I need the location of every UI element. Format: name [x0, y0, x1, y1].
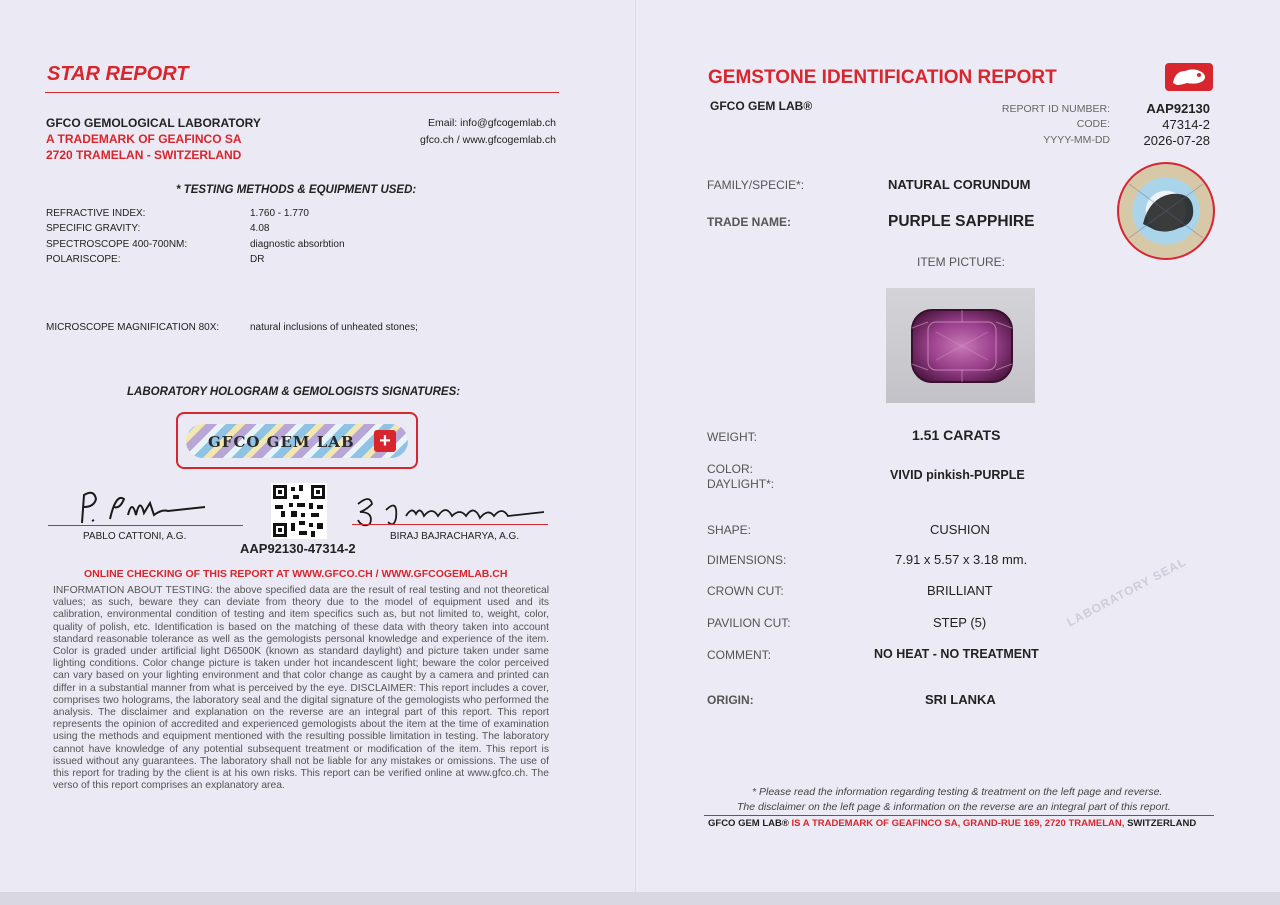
weight-label: WEIGHT: — [707, 430, 757, 444]
swiss-cross-icon: + — [374, 430, 396, 452]
family-label: FAMILY/SPECIE*: — [707, 178, 805, 192]
qr-code-icon — [271, 483, 327, 539]
lab-address: 2720 TRAMELAN - SWITZERLAND — [46, 148, 242, 162]
right-page — [638, 0, 1280, 905]
left-page — [0, 0, 636, 905]
comment-value: NO HEAT - NO TREATMENT — [874, 647, 1039, 661]
footer-divider — [704, 815, 1214, 816]
weight-value: 1.51 CARATS — [912, 427, 1001, 443]
item-picture-label: ITEM PICTURE: — [917, 255, 1006, 269]
family-value: NATURAL CORUNDUM — [888, 177, 1031, 192]
lab-email: Email: info@gfcogemlab.ch — [428, 117, 556, 129]
code-label: CODE: — [1076, 118, 1110, 130]
pavilion-label: PAVILION CUT: — [707, 616, 791, 630]
method-label: SPECTROSCOPE 400-700NM: — [46, 239, 188, 250]
method-value: 1.760 - 1.770 — [250, 208, 309, 219]
item-picture — [886, 288, 1035, 403]
shape-label: SHAPE: — [707, 523, 752, 537]
lab-websites: gfco.ch / www.gfcogemlab.ch — [420, 134, 556, 146]
gemologist-2-name: BIRAJ BAJRACHARYA, A.G. — [390, 531, 520, 542]
method-value: DR — [250, 254, 265, 265]
method-label: POLARISCOPE: — [46, 254, 121, 265]
lab-logo-icon — [1165, 63, 1213, 91]
dimensions-label: DIMENSIONS: — [707, 553, 787, 567]
report-id: AAP92130 — [1146, 101, 1210, 116]
signature-bajracharya — [352, 490, 552, 532]
signature-line-1 — [48, 525, 243, 526]
hologram-sticker — [186, 424, 408, 458]
footer-brand: GFCO GEM LAB® — [708, 818, 789, 829]
star-report-title: STAR REPORT — [47, 63, 189, 85]
pavilion-value: STEP (5) — [933, 615, 987, 630]
report-id-label: REPORT ID NUMBER: — [1001, 103, 1110, 115]
report-title: GEMSTONE IDENTIFICATION REPORT — [708, 67, 1057, 88]
footer-trademark — [708, 818, 1196, 829]
disclaimer-text: INFORMATION ABOUT TESTING: the above specified data are the result of real testing and not theoretical values; as such, beware they can deviate from theory due to the model of equipment used and its calibration, environmental condition of testing and item specifics such as, but not limited to, weight, color, quality of polish, etc. Identification is based on the matching of these data with theory taken into account standard reasonable tolerance as well as the gemologists personal knowledge and experience of the item. Color is graded under artificial light D6500K (known as standard daylight) and picture taken under same lighting conditions. Color change picture is taken under hot incandescent light; beware the color perceived can vary based on your lighting environment and that color change as caught by a camera and printed can differ in a substantial manner from what is perceived by the eye. DISCLAIMER: This report includes a cover, comprises two holograms, the laboratory seal and the digital signature of the gemologists who performed the analysis. The disclaimer and explanation on the reverse are an integral part of this report. This report represents the opinion of accredited and experienced gemologists about the item at the time of examination using the methods and equipment mentioned with the resulting possible limitation in testing. The laboratory cannot have knowledge of any potential subsequent treatment or modification of the item. This report is issued without any guarantees. The laboratory shall not be liable for any mistakes or omissions. The use of this report for trading by the client is at his own risks. This report can be verified online at www.gfco.ch. The verso of this report comprises an explanatory area. — [53, 585, 549, 792]
cushion-gemstone-image — [886, 288, 1035, 403]
footnote-2: The disclaimer on the left page & information on the reverse are an integral part of this report. — [737, 801, 1171, 813]
crown-label: CROWN CUT: — [707, 584, 784, 598]
report-date: 2026-07-28 — [1143, 133, 1210, 148]
hologram-heading: LABORATORY HOLOGRAM & GEMOLOGISTS SIGNATURES: — [127, 386, 461, 398]
date-label: YYYY-MM-DD — [1043, 134, 1110, 146]
trade-label: TRADE NAME: — [707, 215, 791, 229]
color-value: VIVID pinkish-PURPLE — [890, 468, 1025, 482]
color-label: COLOR: — [707, 462, 754, 476]
method-label: SPECIFIC GRAVITY: — [46, 223, 141, 234]
desk-edge — [0, 892, 1280, 905]
hologram-frame — [176, 412, 418, 469]
crown-value: BRILLIANT — [927, 583, 993, 598]
lab-brand: GFCO GEM LAB® — [710, 99, 813, 113]
laboratory-seal-icon — [1117, 162, 1215, 260]
laboratory-seal-watermark: LABORATORY SEAL — [1064, 554, 1189, 630]
shape-value: CUSHION — [930, 522, 990, 537]
title-divider — [45, 92, 559, 93]
microscope-value: natural inclusions of unheated stones; — [250, 322, 418, 333]
microscope-label: MICROSCOPE MAGNIFICATION 80X: — [46, 322, 220, 333]
method-value: 4.08 — [250, 223, 270, 234]
footer-address: IS A TRADEMARK OF GEAFINCO SA, GRAND-RUE 169, 2720 TRAMELAN, — [788, 818, 1128, 829]
methods-heading: * TESTING METHODS & EQUIPMENT USED: — [176, 184, 417, 196]
footnote-1: * Please read the information regarding testing & treatment on the left page and reverse. — [752, 786, 1163, 798]
online-check-text: ONLINE CHECKING OF THIS REPORT AT WWW.GFCO.CH / WWW.GFCOGEMLAB.CH — [84, 568, 508, 580]
hologram-text: GFCO GEM LAB — [208, 433, 355, 451]
method-label: REFRACTIVE INDEX: — [46, 208, 146, 219]
comment-label: COMMENT: — [707, 648, 771, 662]
lab-name: GFCO GEMOLOGICAL LABORATORY — [46, 116, 261, 130]
footer-country: SWITZERLAND — [1127, 818, 1197, 829]
dimensions-value: 7.91 x 5.57 x 3.18 mm. — [895, 552, 1028, 567]
lab-trademark: A TRADEMARK OF GEAFINCO SA — [46, 132, 242, 146]
origin-value: SRI LANKA — [925, 692, 996, 707]
method-value: diagnostic absorbtion — [250, 239, 345, 250]
signature-line-2 — [352, 524, 548, 525]
signature-cattoni — [70, 485, 220, 530]
gemologist-1-name: PABLO CATTONI, A.G. — [83, 531, 187, 542]
qr-code-id: AAP92130-47314-2 — [240, 541, 356, 556]
code-value: 47314-2 — [1162, 117, 1210, 132]
trade-value: PURPLE SAPPHIRE — [888, 213, 1035, 230]
origin-label: ORIGIN: — [707, 693, 754, 707]
daylight-label: DAYLIGHT*: — [707, 477, 775, 491]
